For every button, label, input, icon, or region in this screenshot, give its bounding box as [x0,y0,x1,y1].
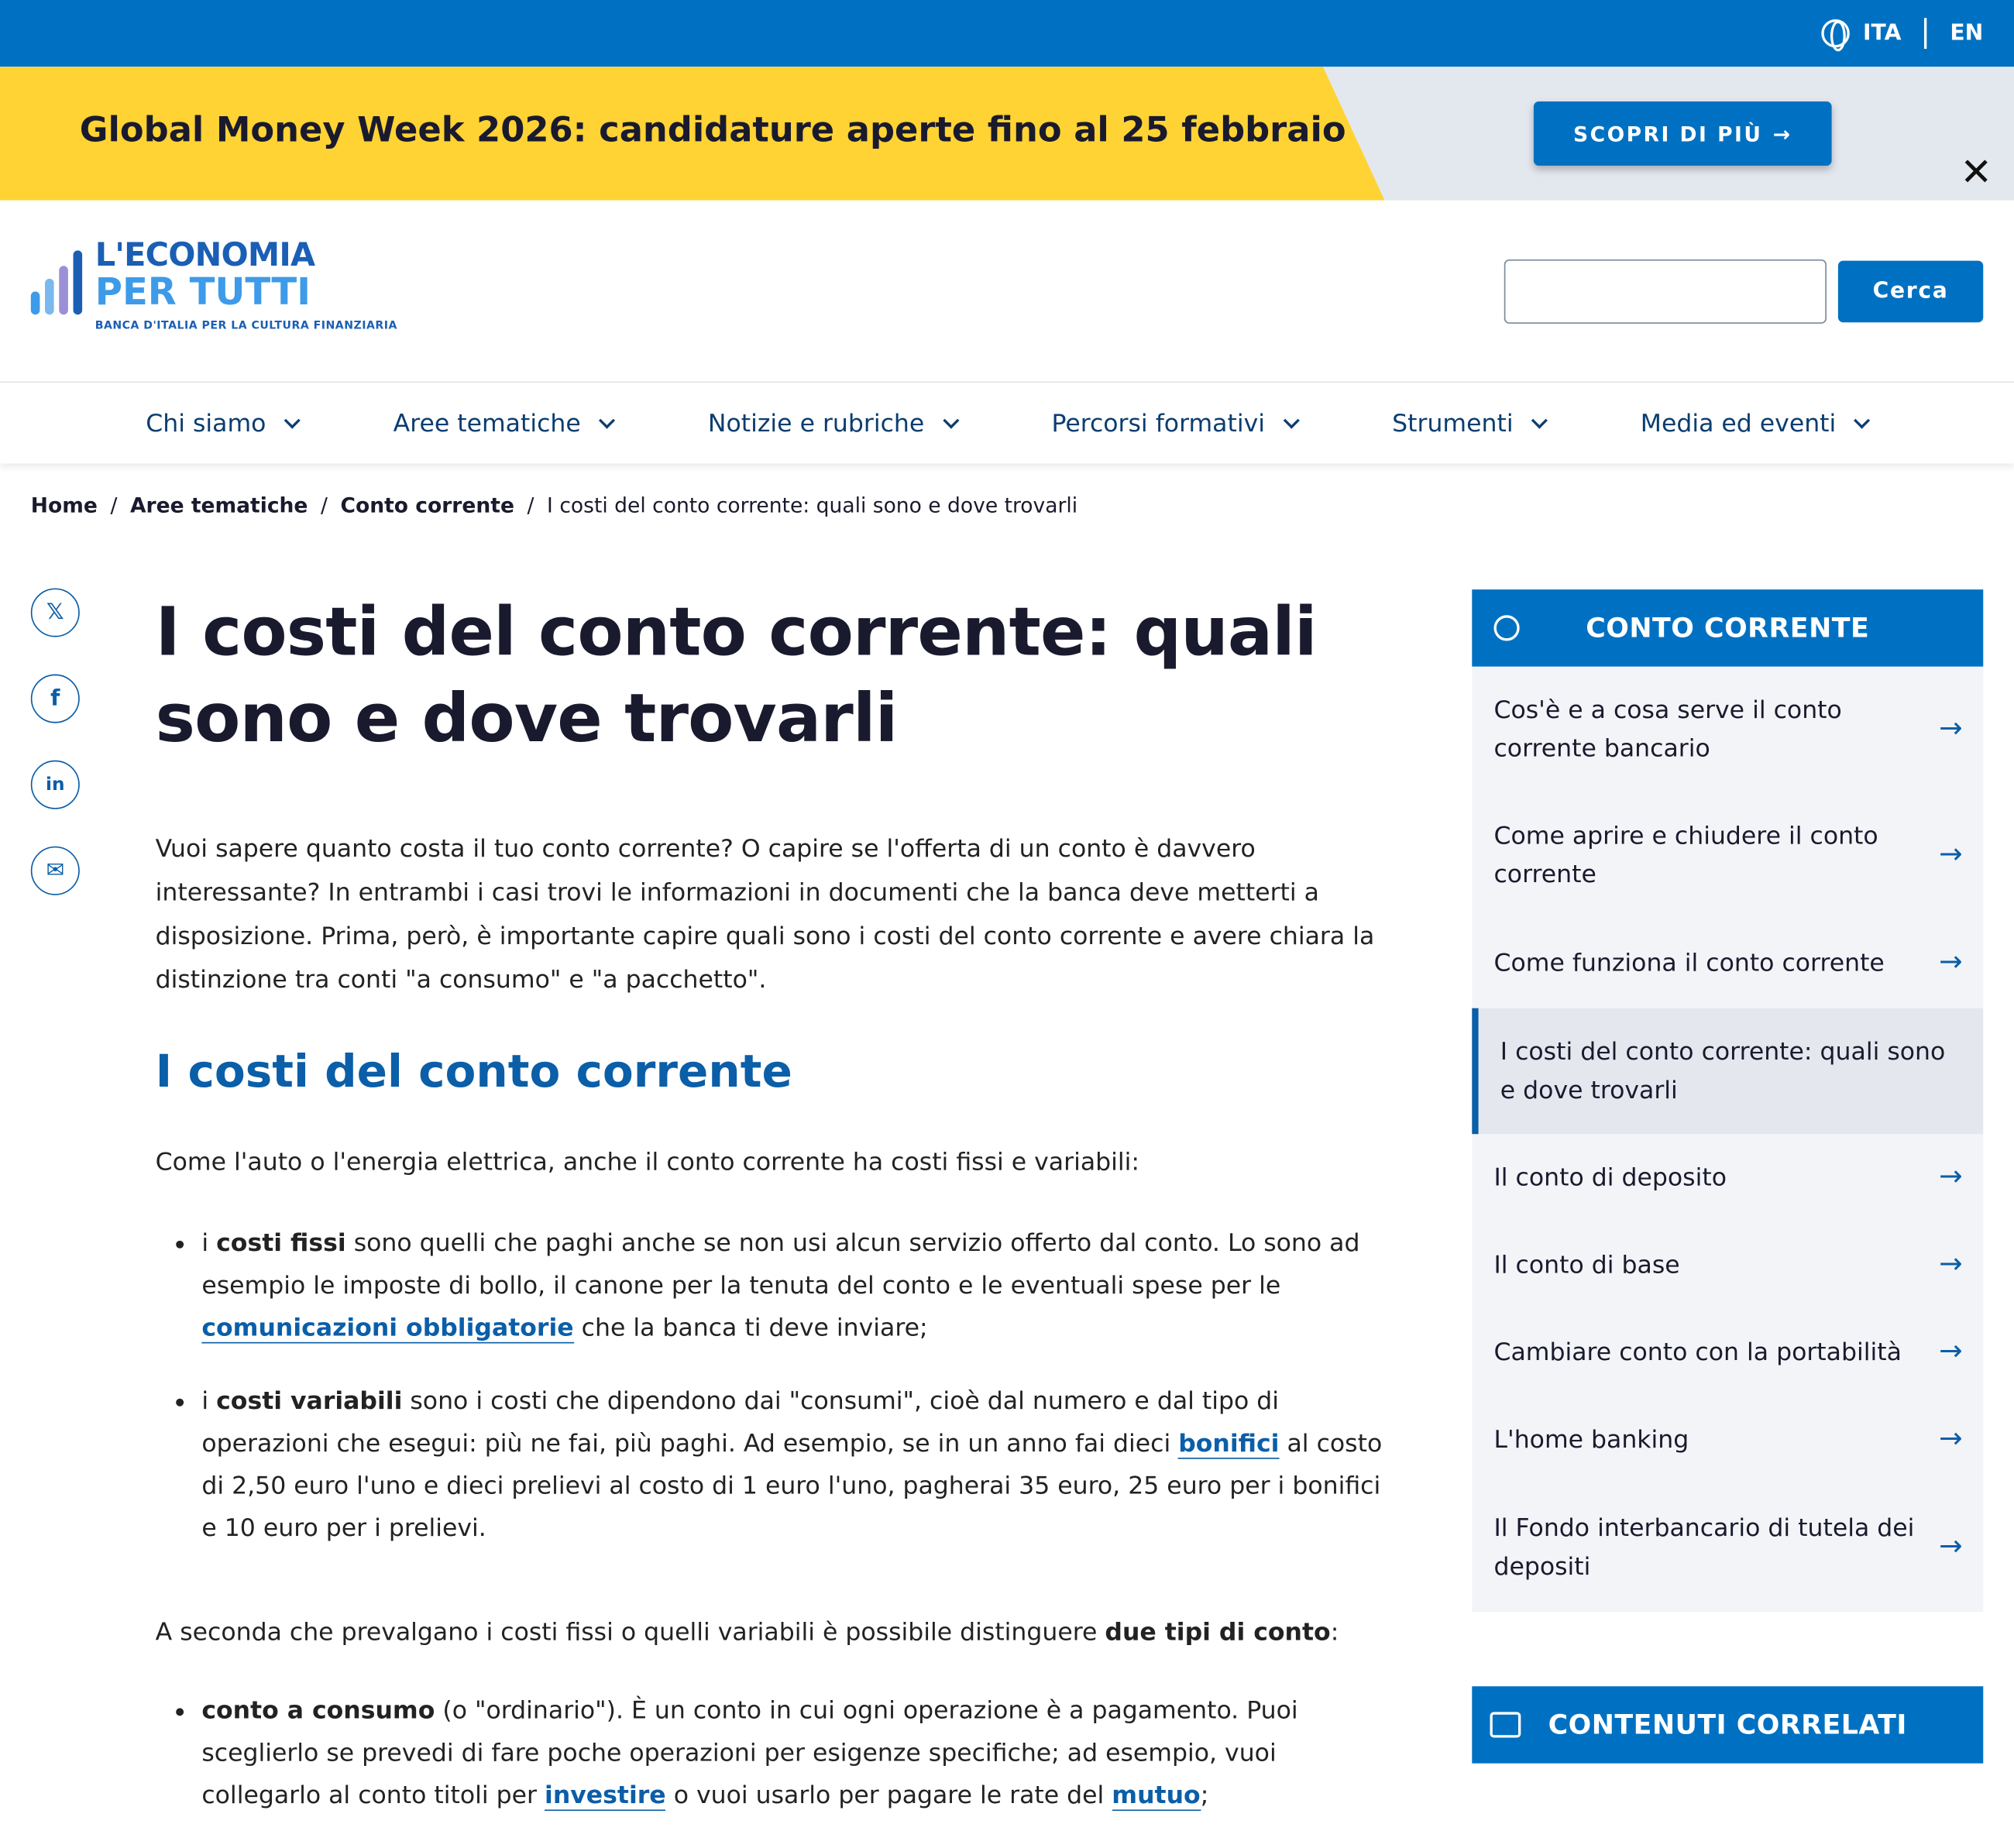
breadcrumb-sep: / [527,493,534,518]
related-content-icon [1490,1712,1521,1737]
text: : [1330,1618,1339,1647]
chevron-down-icon [599,412,615,428]
sidebar-list [1472,667,1983,1612]
lang-ita[interactable]: ITA [1863,20,1902,46]
list-item [156,1223,1383,1350]
text: i [201,1386,217,1416]
banner-title: Global Money Week 2026: candidature aperte fino al 25 febbraio [79,110,1346,151]
sidebar-conto-corrente [1472,589,1983,1612]
arrow-right-icon: → [1772,121,1792,146]
breadcrumb-sep: / [110,493,118,518]
sidebar-item-label: Il conto di deposito [1493,1163,1727,1192]
sidebar-item[interactable] [1472,1134,1983,1221]
page-title: I costi del conto corrente: quali sono e dove trovarli [155,594,1317,758]
search-input[interactable] [1504,259,1827,324]
arrow-right-icon: → [1939,946,1963,979]
sidebar-title: CONTO CORRENTE [1586,612,1870,644]
chevron-down-icon [943,412,959,428]
lang-separator [1924,18,1926,49]
linkedin-share-icon[interactable]: in [31,761,80,809]
article [156,591,1383,1848]
text: i [201,1228,217,1258]
scopri-label: SCOPRI DI PIÙ [1573,121,1763,146]
arrow-right-icon: → [1939,1248,1963,1281]
sidebar-item-active[interactable] [1472,1008,1983,1135]
breadcrumb-home[interactable]: Home [30,493,98,518]
logo-line-1: L'ECONOMIA [95,236,315,274]
bold-text: costi variabili [216,1386,403,1416]
breadcrumb [31,493,1077,518]
article-intro: Vuoi sapere quanto costa il tuo conto corrente? O capire se l'offerta di un conto è davvero interessante? In entrambi i casi trovi le informazioni in documenti che la banca deve metterti a disposizione. Prima, però, è importante capire quali sono i costi del conto corrente e avere chiara la distinzione tra conti "a consumo" e "a pacchetto". [155,834,1375,994]
top-bar [0,0,2014,67]
text: sono quelli che paghi anche se non usi alcun servizio offerto dal conto. Lo sono ad esempio le imposte di bollo, il canone per la tenuta del conto e le eventuali spese per le [201,1228,1360,1300]
nav-media[interactable] [1641,409,1868,437]
breadcrumb-current: I costi del conto corrente: quali sono e dove trovarli [547,493,1078,518]
sidebar-item[interactable] [1472,792,1983,919]
scopri-button[interactable] [1534,101,1832,166]
bold-text: conto a consumo [201,1696,435,1725]
paragraph-costs: Come l'auto o l'energia elettrica, anche il conto corrente ha costi fissi e variabili: [155,1148,1140,1176]
breadcrumb-sep: / [321,493,328,518]
social-share [31,588,80,895]
sidebar-item-label: Cambiare conto con la portabilità [1493,1338,1902,1367]
nav-label: Chi siamo [146,409,266,438]
sidebar-item-label: Come aprire e chiudere il conto corrente [1493,822,1878,889]
sidebar-item[interactable] [1472,667,1983,793]
compass-icon [1493,615,1519,641]
nav-chi-siamo[interactable] [146,409,298,437]
chevron-down-icon [1283,412,1299,428]
link-comunicazioni[interactable]: comunicazioni obbligatorie [201,1314,574,1342]
sidebar-item[interactable] [1472,1396,1983,1483]
nav-strumenti[interactable] [1392,409,1545,437]
arrow-right-icon: → [1939,713,1963,745]
chevron-down-icon [284,412,301,428]
nav-aree-tematiche[interactable] [394,409,613,437]
search-button[interactable]: Cerca [1838,261,1983,323]
site-logo[interactable] [31,238,397,333]
logo-bars-icon [31,238,82,314]
costs-list [156,1223,1383,1551]
logo-line-2: PER TUTTI [95,270,311,314]
arrow-right-icon: → [1939,1161,1963,1194]
logo-tagline: BANCA D'ITALIA PER LA CULTURA FINANZIARIA [95,319,397,333]
email-share-icon[interactable]: ✉ [31,847,80,895]
tipi-list [156,1690,1383,1817]
arrow-right-icon: → [1939,1335,1963,1368]
nav-percorsi[interactable] [1051,409,1297,437]
close-banner-icon[interactable]: ✕ [1960,150,1993,196]
main-nav [0,383,2014,463]
site-header [0,201,2014,383]
text: o vuoi usarlo per pagare le rate del [665,1781,1112,1810]
x-share-icon[interactable]: 𝕏 [31,588,80,637]
bold-text: costi fissi [216,1228,346,1258]
link-investire[interactable]: investire [545,1781,666,1810]
chevron-down-icon [1531,412,1548,428]
nav-label: Aree tematiche [393,409,581,438]
text: (o "ordinario"). È un conto in cui ogni operazione è a pagamento. Puoi sceglierlo se prevedi di fare poche operazioni per esigenze specifiche; ad esempio, vuoi collegarlo al conto titoli per [201,1696,1298,1810]
section-heading: I costi del conto corrente [155,1046,792,1098]
link-mutuo[interactable]: mutuo [1112,1781,1201,1810]
text: al costo di 2,50 euro l'uno e dieci prelievi al costo di 1 euro l'uno, pagherai 35 euro, 25 euro per i bonifici e 10 euro per i prelievi. [201,1429,1383,1543]
bold-text: due tipi di conto [1105,1618,1331,1647]
text: sono i costi che dipendono dai "consumi", cioè dal numero e dal tipo di operazioni che esegui: più ne fai, più paghi. Ad esempio, se in un anno fai dieci [201,1386,1280,1458]
link-bonifici[interactable]: bonifici [1178,1429,1280,1458]
arrow-right-icon: → [1939,1423,1963,1455]
sidebar-item-label: Cos'è e a cosa serve il conto corrente bancario [1493,696,1842,763]
list-item [156,1381,1383,1551]
sidebar-item-label: Come funziona il conto corrente [1493,949,1885,977]
text: ; [1200,1781,1209,1810]
nav-label: Notizie e rubriche [707,409,925,438]
sidebar-item[interactable] [1472,1309,1983,1396]
text: A seconda che prevalgano i costi fissi o quelli variabili è possibile distinguere [155,1618,1105,1647]
sidebar-item-label: L'home banking [1493,1425,1689,1455]
globe-icon [1822,19,1850,47]
nav-label: Media ed eventi [1640,409,1837,438]
related-title: CONTENUTI CORRELATI [1548,1709,1907,1740]
arrow-right-icon: → [1939,838,1963,871]
sidebar-item-label: Il conto di base [1493,1251,1680,1280]
nav-label: Percorsi formativi [1051,409,1265,438]
sidebar-item-label: Il Fondo interbancario di tutela dei depositi [1493,1514,1915,1582]
promo-banner [0,67,2014,200]
sidebar-item[interactable] [1472,1483,1983,1612]
chevron-down-icon [1854,412,1871,428]
paragraph-tipi [156,1612,1383,1654]
breadcrumb-conto[interactable]: Conto corrente [340,493,514,518]
arrow-right-icon: → [1939,1530,1963,1564]
sidebar-item[interactable] [1472,1221,1983,1309]
nav-label: Strumenti [1392,409,1514,438]
sidebar-item-label: I costi del conto corrente: quali sono e dove trovarli [1500,1037,1946,1105]
list-item [156,1690,1383,1817]
language-switch-ita[interactable] [1822,19,1901,47]
sidebar-header [1472,589,1983,666]
text: che la banca ti deve inviare; [573,1314,928,1342]
nav-notizie[interactable] [708,409,957,437]
lang-en[interactable]: EN [1950,20,1984,46]
facebook-share-icon[interactable]: f [31,675,80,723]
related-content-header[interactable] [1472,1686,1983,1763]
breadcrumb-aree[interactable]: Aree tematiche [129,493,308,518]
sidebar-item[interactable] [1472,919,1983,1008]
